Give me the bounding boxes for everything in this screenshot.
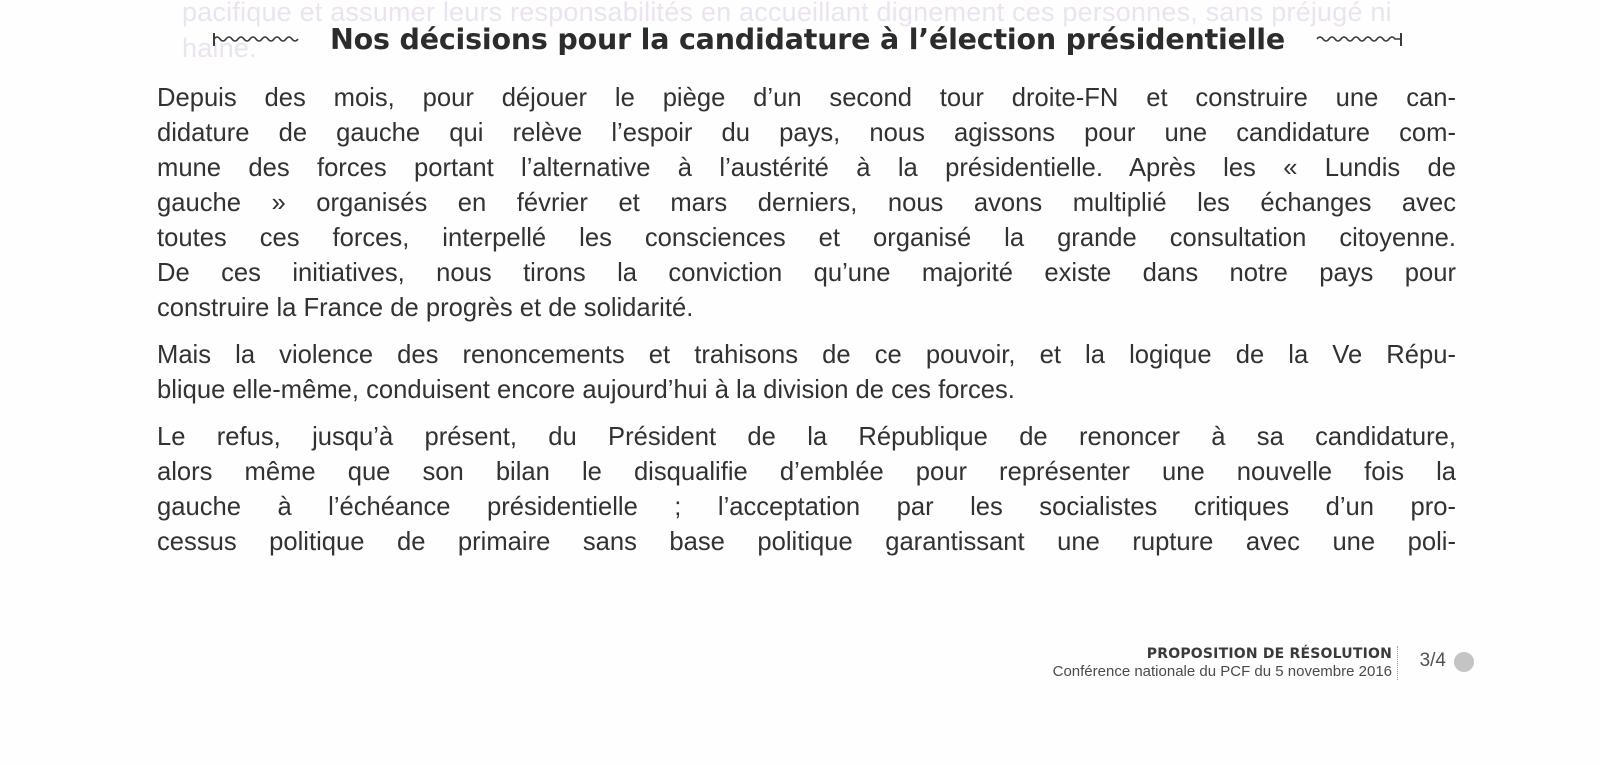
paragraph	[157, 81, 1456, 326]
show-through-line: haine.	[182, 33, 257, 63]
footer-title: PROPOSITION DE RÉSOLUTION	[1146, 646, 1392, 662]
text-line: didature de gauche qui relève l’espoir du pays, nous agissons pour une candidature com-	[157, 119, 1456, 147]
text-line: gauche à l’échéance présidentielle ; l’acceptation par les socialistes critiques d’un pro-	[157, 493, 1456, 521]
text-line: mune des forces portant l’alternative à l’austérité à la présidentielle. Après les « Lundis de	[157, 154, 1456, 182]
section-title: Nos décisions pour la candidature à l’élection présidentielle	[330, 22, 1285, 56]
show-through-line: pacifique et assumer leurs responsabilités en accueillant dignement ces personnes, sans préjugé ni	[182, 0, 1392, 27]
right-squiggle-ornament-icon	[1313, 29, 1403, 49]
footer-divider	[1397, 646, 1398, 680]
text-line: De ces initiatives, nous tirons la conviction qu’une majorité existe dans notre pays pour	[157, 259, 1456, 287]
text-line: construire la France de progrès et de solidarité.	[157, 294, 694, 322]
page-dot-icon	[1454, 652, 1474, 672]
text-line: alors même que son bilan le disqualifie d’emblée pour représenter une nouvelle fois la	[157, 458, 1456, 486]
text-line: Mais la violence des renoncements et trahisons de ce pouvoir, et la logique de la Ve Répu-	[157, 341, 1456, 369]
text-line: Depuis des mois, pour déjouer le piège d’un second tour droite-FN et construire une can-	[157, 84, 1456, 112]
text-line: gauche » organisés en février et mars derniers, nous avons multiplié les échanges avec	[157, 189, 1456, 217]
page-footer	[990, 646, 1480, 686]
paragraph	[157, 338, 1456, 408]
text-line: Le refus, jusqu’à présent, du Président de la République de renoncer à sa candidature,	[157, 423, 1456, 451]
paragraph	[157, 420, 1456, 560]
section-heading-row	[155, 14, 1460, 64]
text-line: cessus politique de primaire sans base politique garantissant une rupture avec une poli-	[157, 528, 1456, 556]
text-line: toutes ces forces, interpellé les consciences et organisé la grande consultation citoyenne.	[157, 224, 1456, 252]
left-squiggle-ornament-icon	[212, 29, 302, 49]
page-number: 3/4	[1419, 650, 1446, 671]
text-line: blique elle-même, conduisent encore aujourd’hui à la division de ces forces.	[157, 376, 1015, 404]
footer-text	[1053, 646, 1392, 680]
body-text	[157, 81, 1456, 572]
footer-subtitle: Conférence nationale du PCF du 5 novembre 2016	[1052, 663, 1392, 680]
